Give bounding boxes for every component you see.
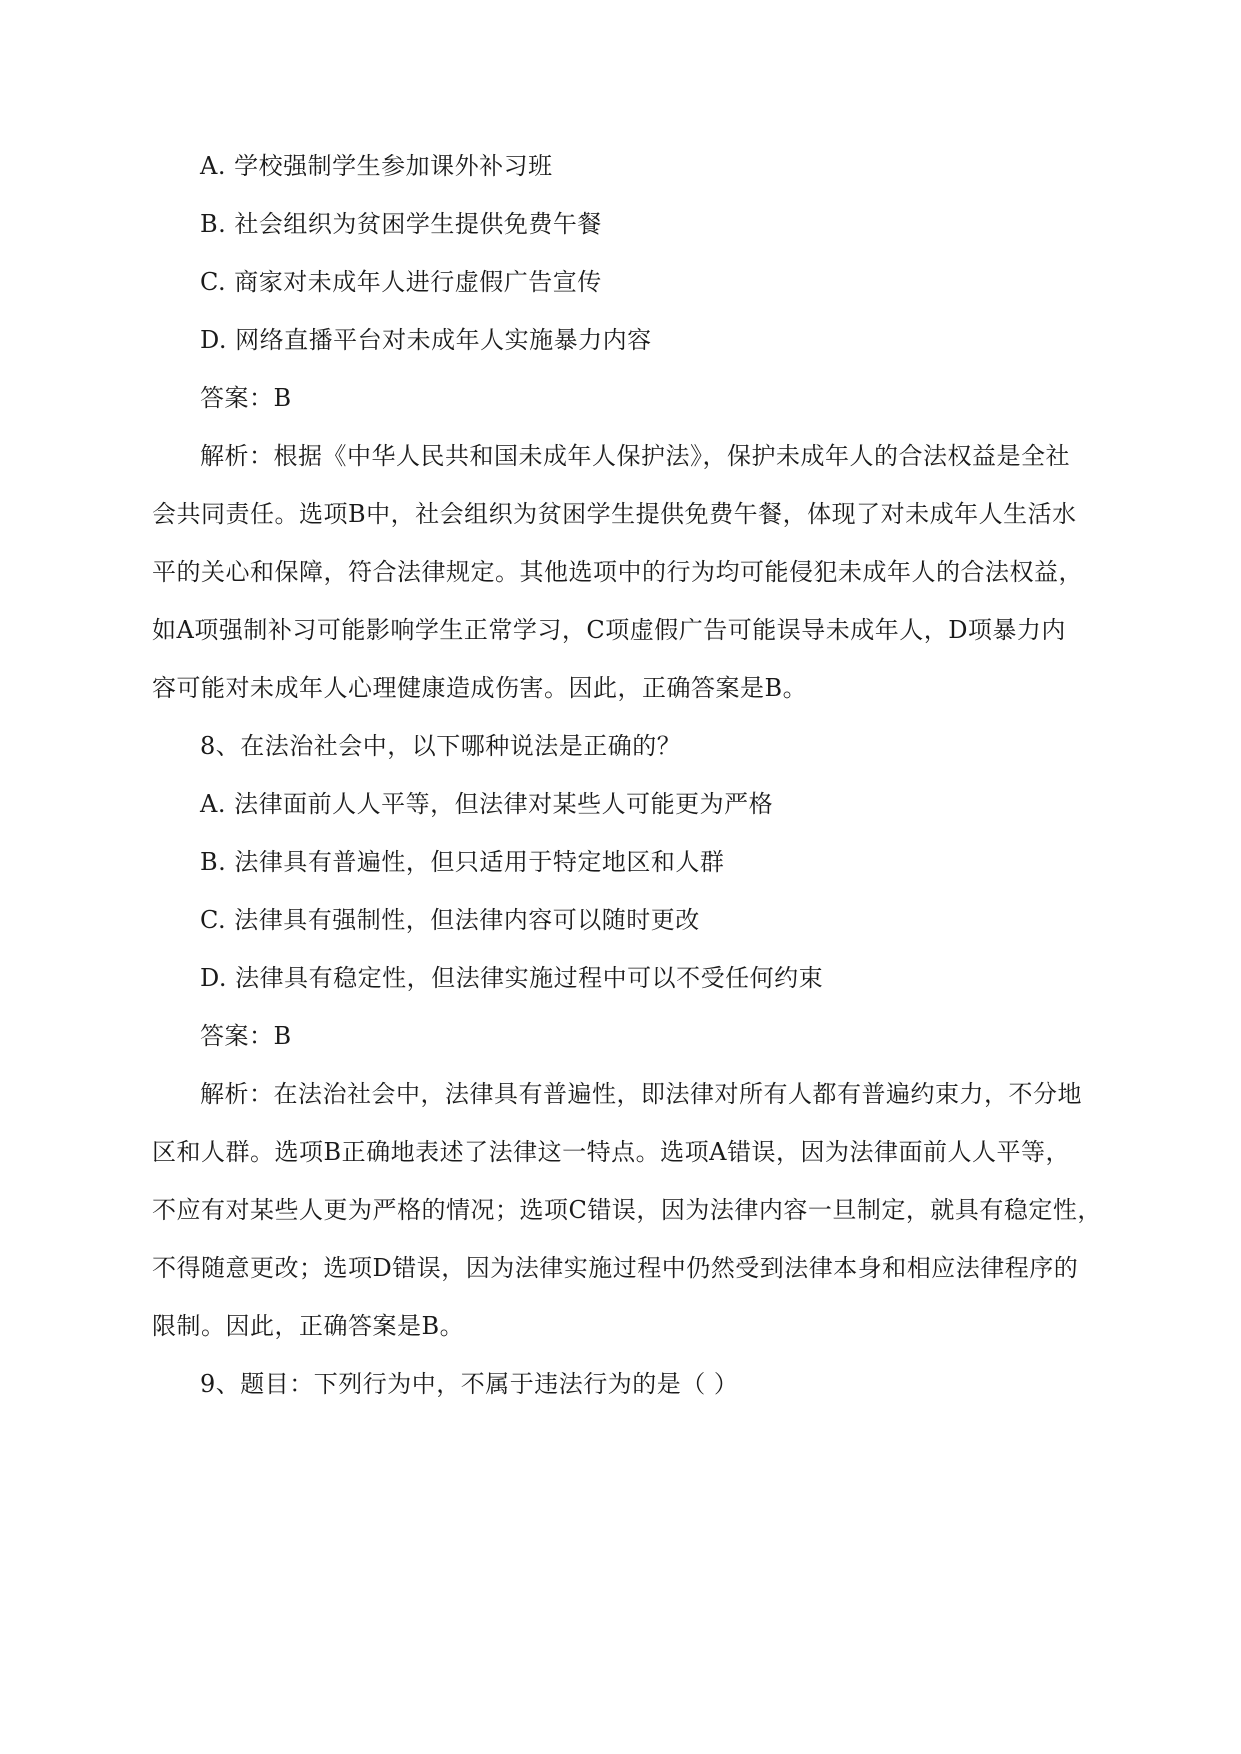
q8-option-c: C. 法律具有强制性，但法律内容可以随时更改 [200,906,700,934]
q7-analysis-line: 平的关心和保障，符合法律规定。其他选项中的行为均可能侵犯未成年人的合法权益， [152,558,1083,586]
q8-question: 8、在法治社会中，以下哪种说法是正确的？ [200,732,682,760]
q7-option-d: D. 网络直播平台对未成年人实施暴力内容 [200,326,652,354]
q8-answer: 答案：B [200,1022,292,1050]
q9-question: 9、题目：下列行为中，不属于违法行为的是（ ） [200,1370,739,1398]
q7-option-a: A. 学校强制学生参加课外补习班 [200,152,553,180]
q8-analysis-line: 不得随意更改；选项D错误，因为法律实施过程中仍然受到法律本身和相应法律程序的 [152,1254,1079,1282]
q7-analysis-line: 解析：根据《中华人民共和国未成年人保护法》，保护未成年人的合法权益是全社 [200,442,1070,470]
q8-option-d: D. 法律具有稳定性，但法律实施过程中可以不受任何约束 [200,964,824,992]
q7-option-b: B. 社会组织为贫困学生提供免费午餐 [200,210,602,238]
q8-analysis-line: 区和人群。选项B正确地表述了法律这一特点。选项A错误，因为法律面前人人平等， [152,1138,1070,1166]
q8-option-a: A. 法律面前人人平等，但法律对某些人可能更为严格 [200,790,774,818]
q7-analysis-line: 会共同责任。选项B中，社会组织为贫困学生提供免费午餐，体现了对未成年人生活水 [152,500,1077,528]
q8-analysis-line: 解析：在法治社会中，法律具有普遍性，即法律对所有人都有普遍约束力，不分地 [200,1080,1082,1108]
q7-answer: 答案：B [200,384,292,412]
q8-analysis-line: 不应有对某些人更为严格的情况；选项C错误，因为法律内容一旦制定，就具有稳定性， [152,1196,1102,1224]
q8-analysis-line: 限制。因此，正确答案是B。 [152,1312,465,1340]
q7-analysis-line: 如A项强制补习可能影响学生正常学习，C项虚假广告可能误导未成年人，D项暴力内 [152,616,1066,644]
q7-option-c: C. 商家对未成年人进行虚假广告宣传 [200,268,602,296]
q8-option-b: B. 法律具有普遍性，但只适用于特定地区和人群 [200,848,725,876]
q7-analysis-line: 容可能对未成年人心理健康造成伤害。因此，正确答案是B。 [152,674,808,702]
